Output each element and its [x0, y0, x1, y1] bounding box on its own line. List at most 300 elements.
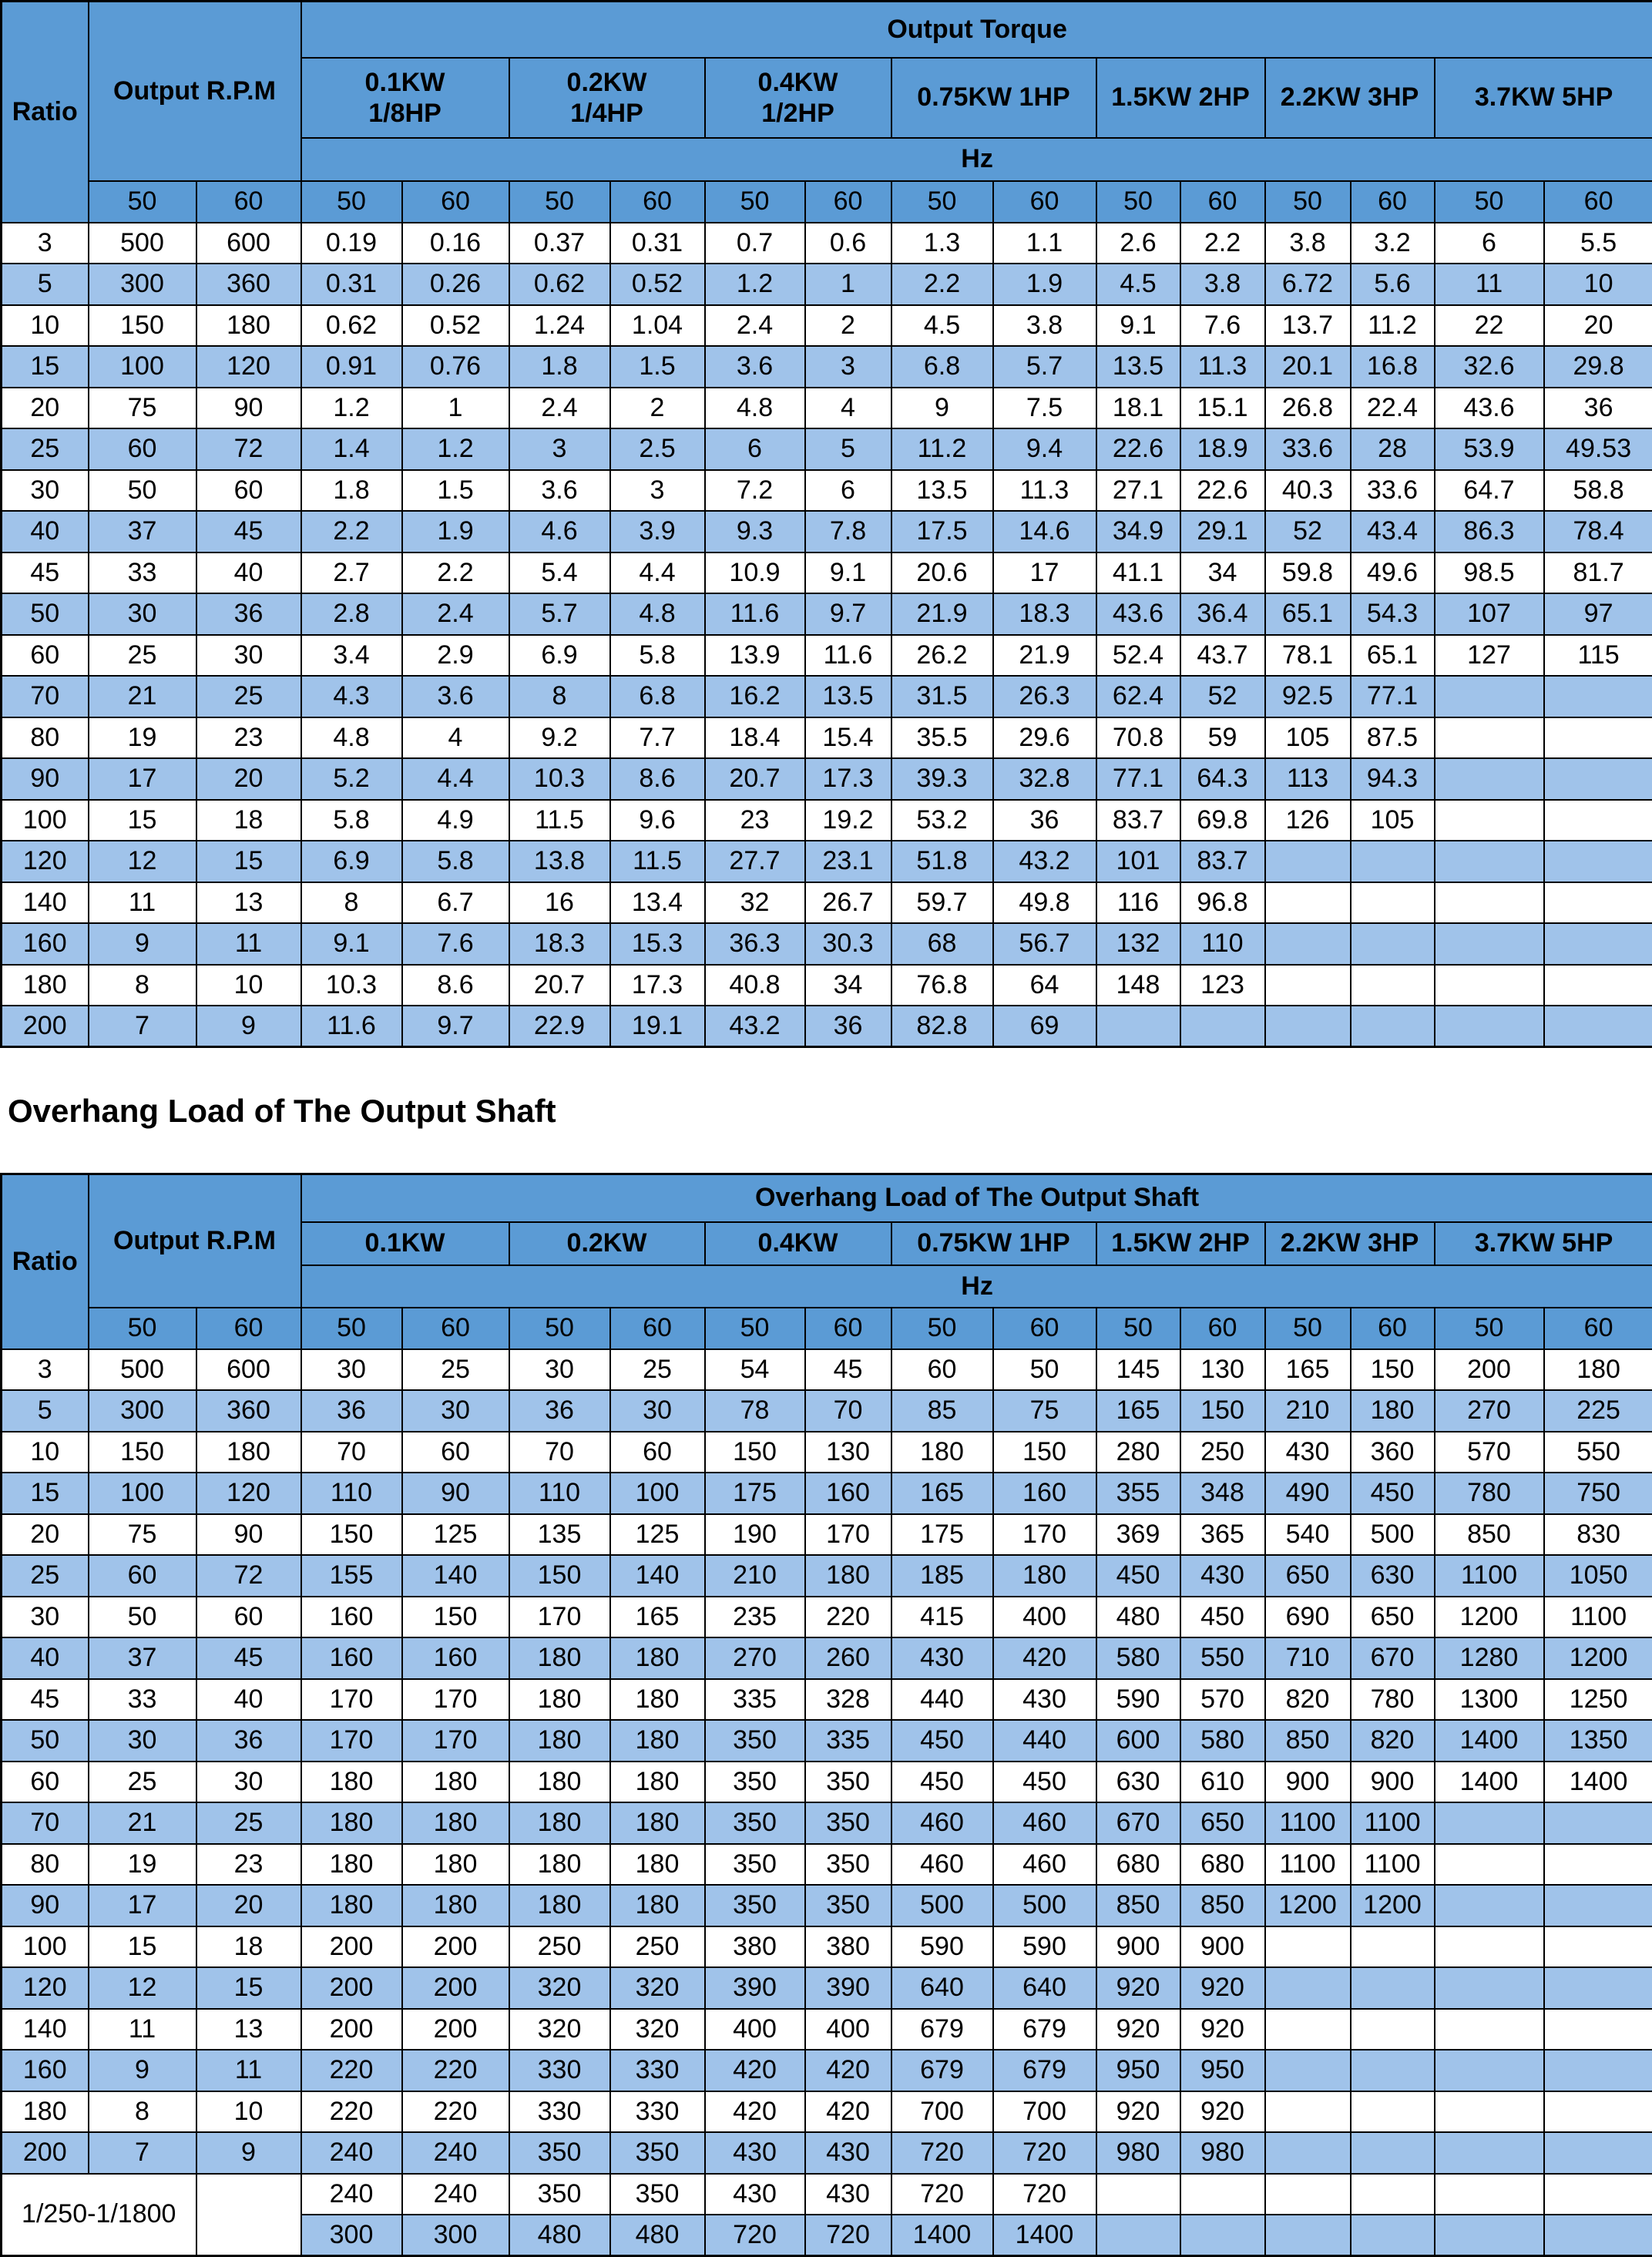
hz-col-header: 50 [1265, 1308, 1351, 1349]
table-cell [1544, 1967, 1652, 2009]
table-cell: 400 [993, 1597, 1096, 1638]
table-cell: 4.9 [402, 800, 509, 841]
table-cell: 6.72 [1265, 264, 1351, 305]
table-cell: 679 [891, 2050, 993, 2091]
table-cell: 113 [1265, 758, 1351, 800]
table-cell: 0.52 [610, 264, 705, 305]
ratio-cell: 3 [2, 223, 89, 264]
table-cell: 210 [1265, 1390, 1351, 1432]
table-cell: 1.5 [610, 346, 705, 388]
table-cell [1265, 2091, 1351, 2133]
table-cell: 720 [805, 2215, 891, 2256]
output-rpm-header: Output R.P.M [89, 2, 301, 181]
output-torque-header: Output Torque [301, 2, 1652, 58]
table-cell: 21 [89, 676, 196, 717]
table-cell: 5.4 [509, 552, 610, 594]
hz-col-header: 50 [1265, 181, 1351, 223]
table-cell: 90 [402, 1473, 509, 1514]
table-cell [1265, 2132, 1351, 2174]
table-cell: 29.6 [993, 717, 1096, 759]
table-cell: 160 [301, 1637, 402, 1679]
table-cell: 920 [1096, 2091, 1180, 2133]
table-cell: 720 [993, 2174, 1096, 2215]
table-cell: 550 [1544, 1432, 1652, 1473]
table-cell: 250 [1180, 1432, 1265, 1473]
table-cell [1544, 882, 1652, 924]
table-cell: 65.1 [1265, 593, 1351, 635]
table-cell: 2 [805, 305, 891, 347]
table-cell: 320 [610, 1967, 705, 2009]
table-cell: 19.1 [610, 1006, 705, 1047]
table-cell: 3.4 [301, 635, 402, 677]
table-cell: 180 [993, 1555, 1096, 1597]
table-cell: 6 [805, 470, 891, 512]
table-cell: 415 [891, 1597, 993, 1638]
hz-col-header: 50 [1435, 1308, 1544, 1349]
table-cell: 150 [705, 1432, 805, 1473]
power-col-header: 3.7KW 5HP [1435, 1222, 1652, 1265]
table-cell: 180 [610, 1637, 705, 1679]
table-cell: 300 [301, 2215, 402, 2256]
table-cell: 200 [402, 2009, 509, 2050]
table-cell: 1.5 [402, 470, 509, 512]
hz-col-header: 50 [89, 181, 196, 223]
table-cell: 170 [402, 1679, 509, 1721]
table-cell: 1.2 [301, 388, 402, 429]
table-cell: 18.4 [705, 717, 805, 759]
hz-header: Hz [301, 138, 1652, 181]
table-cell: 440 [891, 1679, 993, 1721]
table-cell: 350 [509, 2132, 610, 2174]
table-cell: 920 [1180, 2009, 1265, 2050]
table-cell: 1200 [1265, 1885, 1351, 1926]
table-cell: 900 [1265, 1762, 1351, 1803]
table-cell: 20 [1544, 305, 1652, 347]
table-cell: 30 [89, 1720, 196, 1762]
table-cell: 64 [993, 965, 1096, 1006]
table-cell [1265, 882, 1351, 924]
table-cell: 180 [301, 1885, 402, 1926]
table-cell: 180 [196, 305, 301, 347]
table-cell [1544, 965, 1652, 1006]
table-row [2, 1967, 1652, 2009]
ratio-cell: 30 [2, 470, 89, 512]
table-cell: 5.2 [301, 758, 402, 800]
table-cell: 430 [705, 2174, 805, 2215]
table-cell: 1400 [1435, 1762, 1544, 1803]
table-cell [1435, 923, 1544, 965]
table-cell: 43.2 [993, 841, 1096, 882]
ratio-cell: 140 [2, 882, 89, 924]
table-cell: 70 [805, 1390, 891, 1432]
table-cell: 18.3 [509, 923, 610, 965]
table-cell: 50 [993, 1349, 1096, 1391]
table-cell: 180 [509, 1720, 610, 1762]
table-cell: 150 [509, 1555, 610, 1597]
hz-col-header: 60 [1180, 181, 1265, 223]
table-cell [1435, 2174, 1544, 2215]
table-cell: 37 [89, 511, 196, 552]
table-cell: 300 [402, 2215, 509, 2256]
hz-col-header: 50 [1096, 1308, 1180, 1349]
table-cell: 11 [196, 2050, 301, 2091]
table-cell: 98.5 [1435, 552, 1544, 594]
table-cell: 13.5 [805, 676, 891, 717]
table-cell: 180 [610, 1802, 705, 1844]
table-cell: 125 [402, 1514, 509, 1556]
table-cell: 13.5 [1096, 346, 1180, 388]
table-cell: 450 [1351, 1473, 1435, 1514]
table-cell: 480 [509, 2215, 610, 2256]
ratio-cell: 200 [2, 1006, 89, 1047]
table-cell: 650 [1180, 1802, 1265, 1844]
table-cell: 11 [1435, 264, 1544, 305]
table-cell: 2.4 [705, 305, 805, 347]
table-cell [1351, 2215, 1435, 2256]
table-cell: 1400 [1435, 1720, 1544, 1762]
table-cell: 36 [993, 800, 1096, 841]
table-cell [1180, 1006, 1265, 1047]
table-cell: 17.5 [891, 511, 993, 552]
table-cell: 350 [610, 2132, 705, 2174]
hz-col-header: 50 [705, 1308, 805, 1349]
table-cell: 18 [196, 800, 301, 841]
table-cell: 49.53 [1544, 428, 1652, 470]
table-cell [1180, 2174, 1265, 2215]
table-cell: 25 [89, 1762, 196, 1803]
output-torque-table [0, 0, 1652, 1048]
table-cell: 21.9 [891, 593, 993, 635]
table-cell: 43.7 [1180, 635, 1265, 677]
table-cell: 7.8 [805, 511, 891, 552]
table-cell: 10.3 [301, 965, 402, 1006]
table-cell: 13 [196, 2009, 301, 2050]
table-cell: 2.9 [402, 635, 509, 677]
table-row [2, 1720, 1652, 1762]
table-cell: 5.8 [402, 841, 509, 882]
table-cell: 9 [89, 2050, 196, 2091]
power-col-header: 2.2KW 3HP [1265, 58, 1435, 138]
table-row [2, 1844, 1652, 1886]
table-cell: 30 [402, 1390, 509, 1432]
hz-col-header: 50 [509, 1308, 610, 1349]
hz-col-header: 60 [402, 1308, 509, 1349]
table-cell: 77.1 [1351, 676, 1435, 717]
table-cell: 21.9 [993, 635, 1096, 677]
table-cell: 180 [402, 1802, 509, 1844]
hz-col-header: 50 [705, 181, 805, 223]
table-cell: 60 [89, 428, 196, 470]
table-cell: 200 [301, 2009, 402, 2050]
table-row [2, 264, 1652, 305]
table-cell: 0.62 [301, 305, 402, 347]
table-cell: 115 [1544, 635, 1652, 677]
table-cell: 180 [301, 1762, 402, 1803]
table-cell: 670 [1351, 1637, 1435, 1679]
table-row [2, 1432, 1652, 1473]
table-cell: 75 [89, 1514, 196, 1556]
table-cell: 23 [196, 1844, 301, 1886]
table-cell: 430 [1265, 1432, 1351, 1473]
table-cell: 69.8 [1180, 800, 1265, 841]
table-cell: 3.6 [402, 676, 509, 717]
table-cell: 1200 [1544, 1637, 1652, 1679]
table-cell: 78.4 [1544, 511, 1652, 552]
table-cell: 610 [1180, 1762, 1265, 1803]
table-cell: 8.6 [610, 758, 705, 800]
table-cell [1435, 965, 1544, 1006]
table-cell: 35.5 [891, 717, 993, 759]
table-cell: 1100 [1351, 1802, 1435, 1844]
table-cell: 11.5 [509, 800, 610, 841]
table-cell: 390 [705, 1967, 805, 2009]
table-cell: 125 [610, 1514, 705, 1556]
table-cell: 690 [1265, 1597, 1351, 1638]
table-cell: 43.6 [1096, 593, 1180, 635]
table-cell: 100 [89, 346, 196, 388]
table-cell: 45 [805, 1349, 891, 1391]
table-cell: 13.4 [610, 882, 705, 924]
table-cell: 49.6 [1351, 552, 1435, 594]
table-cell: 1400 [891, 2215, 993, 2256]
table-row [2, 2050, 1652, 2091]
table-cell: 59 [1180, 717, 1265, 759]
table-cell: 350 [705, 1720, 805, 1762]
table-cell: 330 [610, 2091, 705, 2133]
table-cell: 5.7 [509, 593, 610, 635]
table-cell: 1 [402, 388, 509, 429]
table-cell: 5.6 [1351, 264, 1435, 305]
table-cell: 220 [402, 2091, 509, 2133]
table-cell: 180 [301, 1802, 402, 1844]
table-cell: 59.7 [891, 882, 993, 924]
table-cell: 13 [196, 882, 301, 924]
table-cell: 679 [993, 2009, 1096, 2050]
table-cell: 460 [993, 1844, 1096, 1886]
table-cell: 160 [993, 1473, 1096, 1514]
table-cell: 4.8 [301, 717, 402, 759]
table-cell: 450 [891, 1762, 993, 1803]
table-row [2, 1555, 1652, 1597]
table-cell: 1250 [1544, 1679, 1652, 1721]
table-cell: 280 [1096, 1432, 1180, 1473]
table-cell: 180 [610, 1844, 705, 1886]
table-cell: 1200 [1435, 1597, 1544, 1638]
table-cell: 710 [1265, 1637, 1351, 1679]
table-cell: 2.8 [301, 593, 402, 635]
table-cell [1265, 2215, 1351, 2256]
table-cell: 39.3 [891, 758, 993, 800]
table-cell: 170 [993, 1514, 1096, 1556]
table-cell: 380 [705, 1926, 805, 1968]
table-cell: 34 [805, 965, 891, 1006]
table-cell: 460 [891, 1802, 993, 1844]
table-row [2, 1679, 1652, 1721]
table-cell: 200 [1435, 1349, 1544, 1391]
table-cell: 27.1 [1096, 470, 1180, 512]
table-cell: 26.7 [805, 882, 891, 924]
table-cell: 3 [509, 428, 610, 470]
table-cell: 4.8 [610, 593, 705, 635]
table-cell: 240 [402, 2132, 509, 2174]
table-cell: 36.4 [1180, 593, 1265, 635]
power-col-header: 0.2KW [509, 1222, 705, 1265]
table-cell: 140 [610, 1555, 705, 1597]
table-cell: 420 [705, 2091, 805, 2133]
table-cell: 10 [196, 2091, 301, 2133]
table-cell: 180 [805, 1555, 891, 1597]
table-cell: 32.6 [1435, 346, 1544, 388]
table-cell: 75 [993, 1390, 1096, 1432]
table-cell: 135 [509, 1514, 610, 1556]
table-cell: 540 [1265, 1514, 1351, 1556]
table-cell: 8 [89, 2091, 196, 2133]
table-cell: 40.3 [1265, 470, 1351, 512]
ratio-cell: 40 [2, 511, 89, 552]
table-cell: 185 [891, 1555, 993, 1597]
table-cell: 4.6 [509, 511, 610, 552]
ratio-cell: 50 [2, 593, 89, 635]
table-cell: 320 [509, 2009, 610, 2050]
table-cell: 850 [1435, 1514, 1544, 1556]
table-cell: 15.4 [805, 717, 891, 759]
table-cell: 10.3 [509, 758, 610, 800]
table-cell: 200 [301, 1967, 402, 2009]
table-cell: 220 [301, 2091, 402, 2133]
table-cell: 180 [509, 1637, 610, 1679]
table-cell: 225 [1544, 1390, 1652, 1432]
table-cell: 86.3 [1435, 511, 1544, 552]
table-cell: 180 [402, 1885, 509, 1926]
table-cell: 650 [1265, 1555, 1351, 1597]
table-cell [1351, 1967, 1435, 2009]
table-cell: 10.9 [705, 552, 805, 594]
table-cell: 28 [1351, 428, 1435, 470]
power-col-header: 0.2KW 1/4HP [509, 58, 705, 138]
table-cell: 920 [1180, 1967, 1265, 2009]
table-cell [1265, 923, 1351, 965]
table-cell: 300 [89, 1390, 196, 1432]
table-cell: 328 [805, 1679, 891, 1721]
table-cell: 19.2 [805, 800, 891, 841]
table-row [2, 1597, 1652, 1638]
ratio-cell: 180 [2, 965, 89, 1006]
table-cell: 350 [805, 1762, 891, 1803]
table-cell: 6.9 [509, 635, 610, 677]
table-cell: 350 [705, 1885, 805, 1926]
table-cell: 180 [402, 1762, 509, 1803]
table-cell: 20 [196, 758, 301, 800]
table-cell: 150 [402, 1597, 509, 1638]
table-cell: 11.6 [805, 635, 891, 677]
table-cell [1435, 2050, 1544, 2091]
table-cell [1351, 1006, 1435, 1047]
table-cell: 9.7 [402, 1006, 509, 1047]
table-cell: 145 [1096, 1349, 1180, 1391]
table-cell: 4 [402, 717, 509, 759]
table-cell: 480 [1096, 1597, 1180, 1638]
table-cell: 11.3 [1180, 346, 1265, 388]
table-cell: 60 [196, 1597, 301, 1638]
table-cell: 420 [805, 2050, 891, 2091]
table-cell: 430 [993, 1679, 1096, 1721]
table-cell [1180, 2215, 1265, 2256]
table-cell: 570 [1435, 1432, 1544, 1473]
table-cell [1435, 1802, 1544, 1844]
table-cell: 380 [805, 1926, 891, 1968]
table-cell [1351, 882, 1435, 924]
table-cell: 580 [1096, 1637, 1180, 1679]
table-cell: 52 [1180, 676, 1265, 717]
power-col-header: 0.1KW 1/8HP [301, 58, 509, 138]
table-cell: 820 [1265, 1679, 1351, 1721]
table-cell: 34.9 [1096, 511, 1180, 552]
power-col-header: 1.5KW 2HP [1096, 1222, 1265, 1265]
table-cell: 180 [1544, 1349, 1652, 1391]
table-cell: 0.26 [402, 264, 509, 305]
table-cell: 60 [89, 1555, 196, 1597]
ratio-cell: 45 [2, 1679, 89, 1721]
table-cell: 97 [1544, 593, 1652, 635]
table-cell: 670 [1096, 1802, 1180, 1844]
table-cell [1435, 676, 1544, 717]
table-cell: 180 [1351, 1390, 1435, 1432]
table-cell: 2.5 [610, 428, 705, 470]
table-cell: 9.1 [805, 552, 891, 594]
table-cell: 3.6 [509, 470, 610, 512]
table-cell: 180 [509, 1762, 610, 1803]
table-cell: 0.7 [705, 223, 805, 264]
table-cell: 1300 [1435, 1679, 1544, 1721]
table-row [2, 841, 1652, 882]
table-cell: 330 [509, 2091, 610, 2133]
table-row [2, 1637, 1652, 1679]
table-cell: 30.3 [805, 923, 891, 965]
table-row [2, 388, 1652, 429]
table-cell [1544, 2050, 1652, 2091]
table-cell [1435, 841, 1544, 882]
table-cell [1096, 2174, 1180, 2215]
table-cell: 700 [993, 2091, 1096, 2133]
table-cell: 430 [805, 2174, 891, 2215]
table-cell: 7.5 [993, 388, 1096, 429]
table-row [2, 223, 1652, 264]
table-cell: 430 [705, 2132, 805, 2174]
table-cell: 175 [705, 1473, 805, 1514]
table-cell: 100 [610, 1473, 705, 1514]
table-cell: 350 [509, 2174, 610, 2215]
ratio-cell: 45 [2, 552, 89, 594]
table-cell: 82.8 [891, 1006, 993, 1047]
table-cell: 170 [301, 1720, 402, 1762]
hz-col-header: 60 [1351, 1308, 1435, 1349]
table-cell: 170 [301, 1679, 402, 1721]
ratio-cell: 3 [2, 1349, 89, 1391]
table-cell: 51.8 [891, 841, 993, 882]
table-cell [1544, 923, 1652, 965]
table-cell: 3.8 [1180, 264, 1265, 305]
table-cell: 4.3 [301, 676, 402, 717]
table-cell: 36 [805, 1006, 891, 1047]
table-cell: 78.1 [1265, 635, 1351, 677]
table-cell: 43.6 [1435, 388, 1544, 429]
ratio-cell: 40 [2, 1637, 89, 1679]
table-cell: 60 [610, 1432, 705, 1473]
table-cell: 500 [89, 1349, 196, 1391]
ratio-cell: 120 [2, 841, 89, 882]
table-cell: 1.9 [402, 511, 509, 552]
table-cell: 32 [705, 882, 805, 924]
